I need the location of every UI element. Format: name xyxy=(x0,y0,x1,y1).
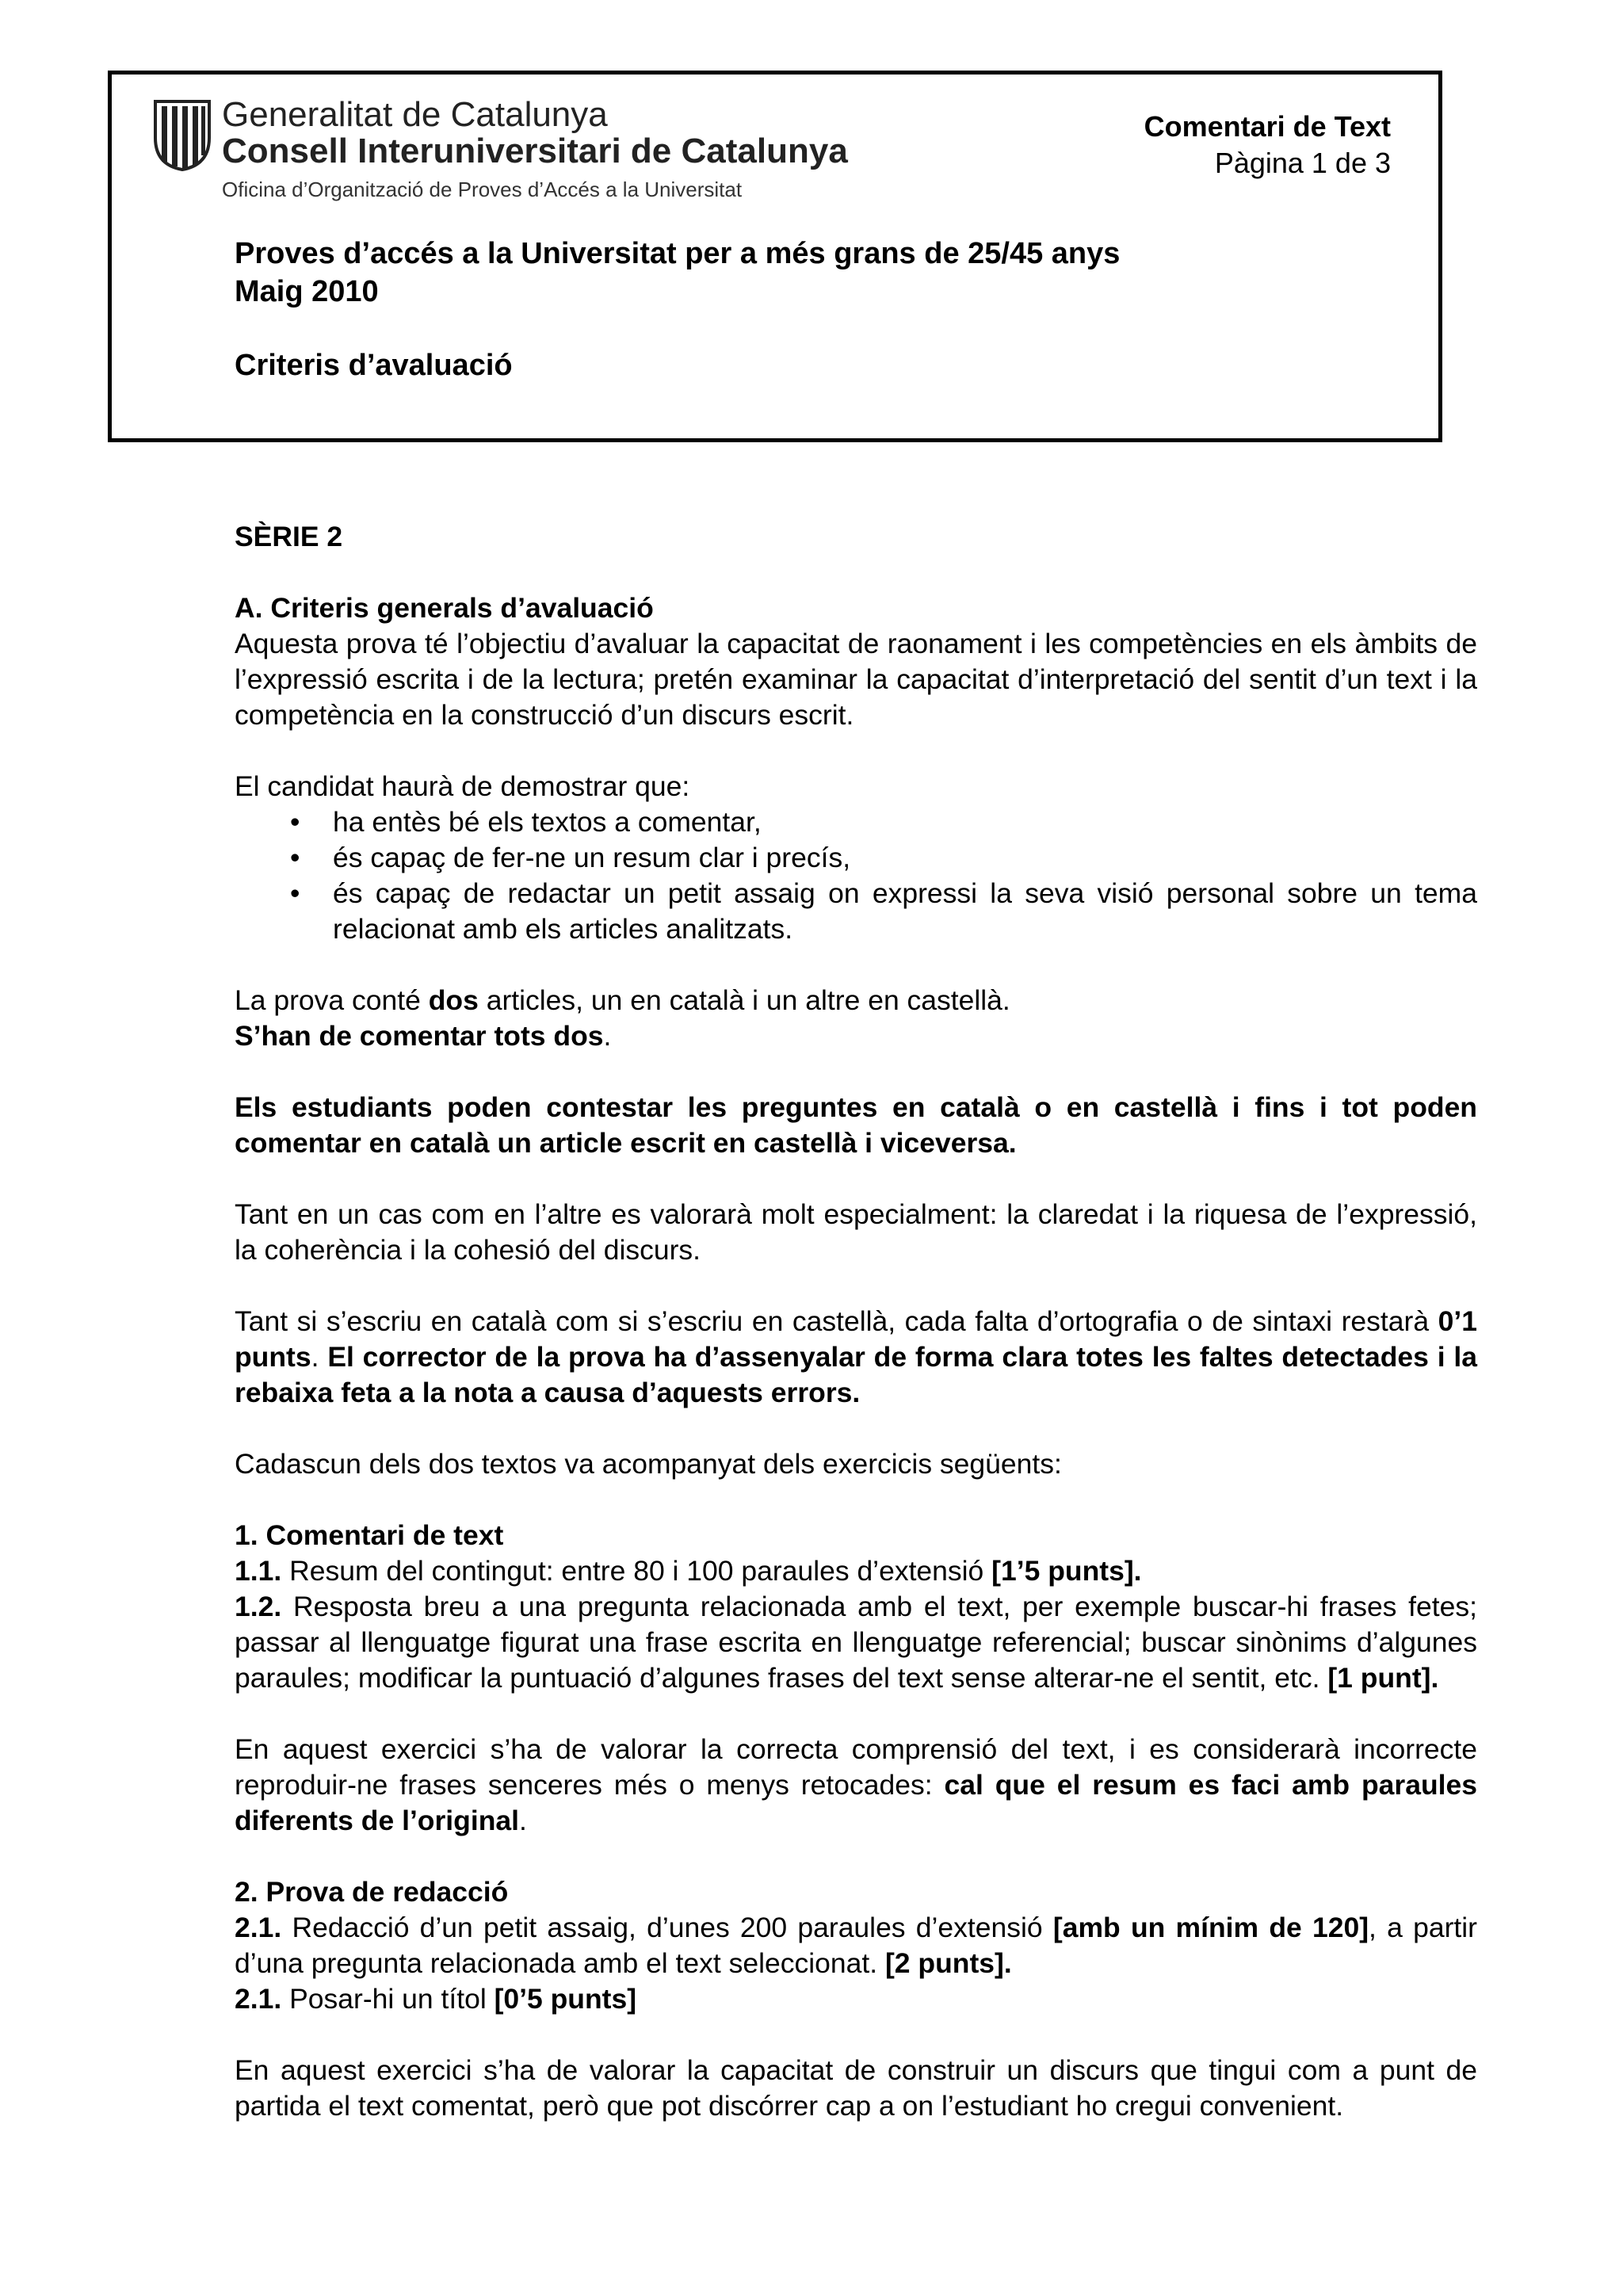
page-indicator: Pàgina 1 de 3 xyxy=(1214,147,1391,179)
document-type: Comentari de Text xyxy=(1144,110,1391,143)
spelling-penalty: Tant si s’escriu en català com si s’escriu en castellà, cada falta d’ortografia o de sintaxi restarà 0’1 punts. El corrector de la prova ha d’assenyalar de forma clara totes les faltes detectades i la rebaixa feta a la nota a causa d’aquests errors. xyxy=(235,1305,1477,1408)
languages-note: Els estudiants poden contestar les preguntes en català o en castellà i fins i tot poden comentar en català un article escrit en castellà i viceversa. xyxy=(235,1091,1477,1159)
section-a-heading: A. Criteris generals d’avaluació xyxy=(235,592,654,624)
exercise-1-heading: 1. Comentari de text xyxy=(235,1519,504,1551)
exercise-2-1: 2.1. Redacció d’un petit assaig, d’unes 200 paraules d’extensió [amb un mínim de 120], a partir d’una pregunta relacionada amb el text seleccionat. [2 punts]. xyxy=(235,1912,1477,1979)
criteria-title: Criteris d’avaluació xyxy=(235,349,513,382)
demonstrate-intro: El candidat haurà de demostrar que: xyxy=(235,770,690,802)
logo-oficina: Oficina d’Organització de Proves d’Accés a la Universitat xyxy=(222,178,743,201)
valuation-text: Tant en un cas com en l’altre es valorarà molt especialment: la claredat i la riquesa de l’expressió, la coherència i la cohesió del discurs. xyxy=(235,1198,1477,1266)
list-item: • és capaç de fer-ne un resum clar i precís, xyxy=(235,840,1477,876)
logo-generalitat: Generalitat de Catalunya xyxy=(222,95,608,134)
exercises-intro: Cadascun dels dos textos va acompanyat dels exercicis següents: xyxy=(235,1448,1062,1480)
logo xyxy=(151,95,864,206)
requirements-list xyxy=(235,804,1477,947)
document-type-block xyxy=(1144,109,1391,181)
logo-consell: Consell Interuniversitari de Catalunya xyxy=(222,132,848,170)
bullet-icon: • xyxy=(290,806,300,838)
section-a-text: Aquesta prova té l’objectiu d’avaluar la capacitat de raonament i les competències en els àmbits de l’expressió escrita i de la lectura; pretén examinar la capacitat d’interpretació del sentit d’un text i la competència en la construcció d’un discurs escrit. xyxy=(235,628,1477,731)
bullet-icon: • xyxy=(290,877,300,909)
exercise-2-heading: 2. Prova de redacció xyxy=(235,1876,509,1908)
exercise-2-note: En aquest exercici s’ha de valorar la capacitat de construir un discurs que tingui com a punt de partida el text comentat, però que pot discórrer cap a on l’estudiant ho cregui convenient. xyxy=(235,2054,1477,2122)
exam-title-line1: Proves d’accés a la Universitat per a més grans de 25/45 anys xyxy=(235,237,1121,270)
list-item: • és capaç de redactar un petit assaig on expressi la seva visió personal sobre un tema relacionat amb els articles analitzats. xyxy=(290,877,1477,945)
exercise-1-1: 1.1. Resum del contingut: entre 80 i 100 paraules d’extensió [1’5 punts]. xyxy=(235,1555,1142,1587)
list-item: • ha entès bé els textos a comentar, xyxy=(235,804,1477,840)
exam-date: Maig 2010 xyxy=(235,275,379,308)
bullet-icon: • xyxy=(290,842,300,873)
serie-label: SÈRIE 2 xyxy=(235,521,343,552)
generalitat-emblem-icon xyxy=(151,98,214,171)
exam-title xyxy=(235,235,1120,311)
exercise-1-note: En aquest exercici s’ha de valorar la correcta comprensió del text, i es considerarà incorrecte reproduir-ne frases senceres més o menys retocades: cal que el resum es faci amb paraules diferents de l’original. xyxy=(235,1733,1477,1836)
exercise-2-2: 2.1. Posar-hi un títol [0’5 punts] xyxy=(235,1983,637,2015)
comment-both-note: S’han de comentar tots dos. xyxy=(235,1020,612,1052)
document-body xyxy=(235,519,1477,2124)
exercise-1-2: 1.2. Resposta breu a una pregunta relacionada amb el text, per exemple buscar-hi frases fetes; passar al llenguatge figurat una frase escrita en llenguatge referencial; buscar sinònims d’algunes paraules; modificar la puntuació d’algunes frases del text sense alterar-ne el sentit, etc. [1 punt]. xyxy=(235,1591,1477,1694)
articles-note: La prova conté dos articles, un en català i un altre en castellà. xyxy=(235,984,1010,1016)
